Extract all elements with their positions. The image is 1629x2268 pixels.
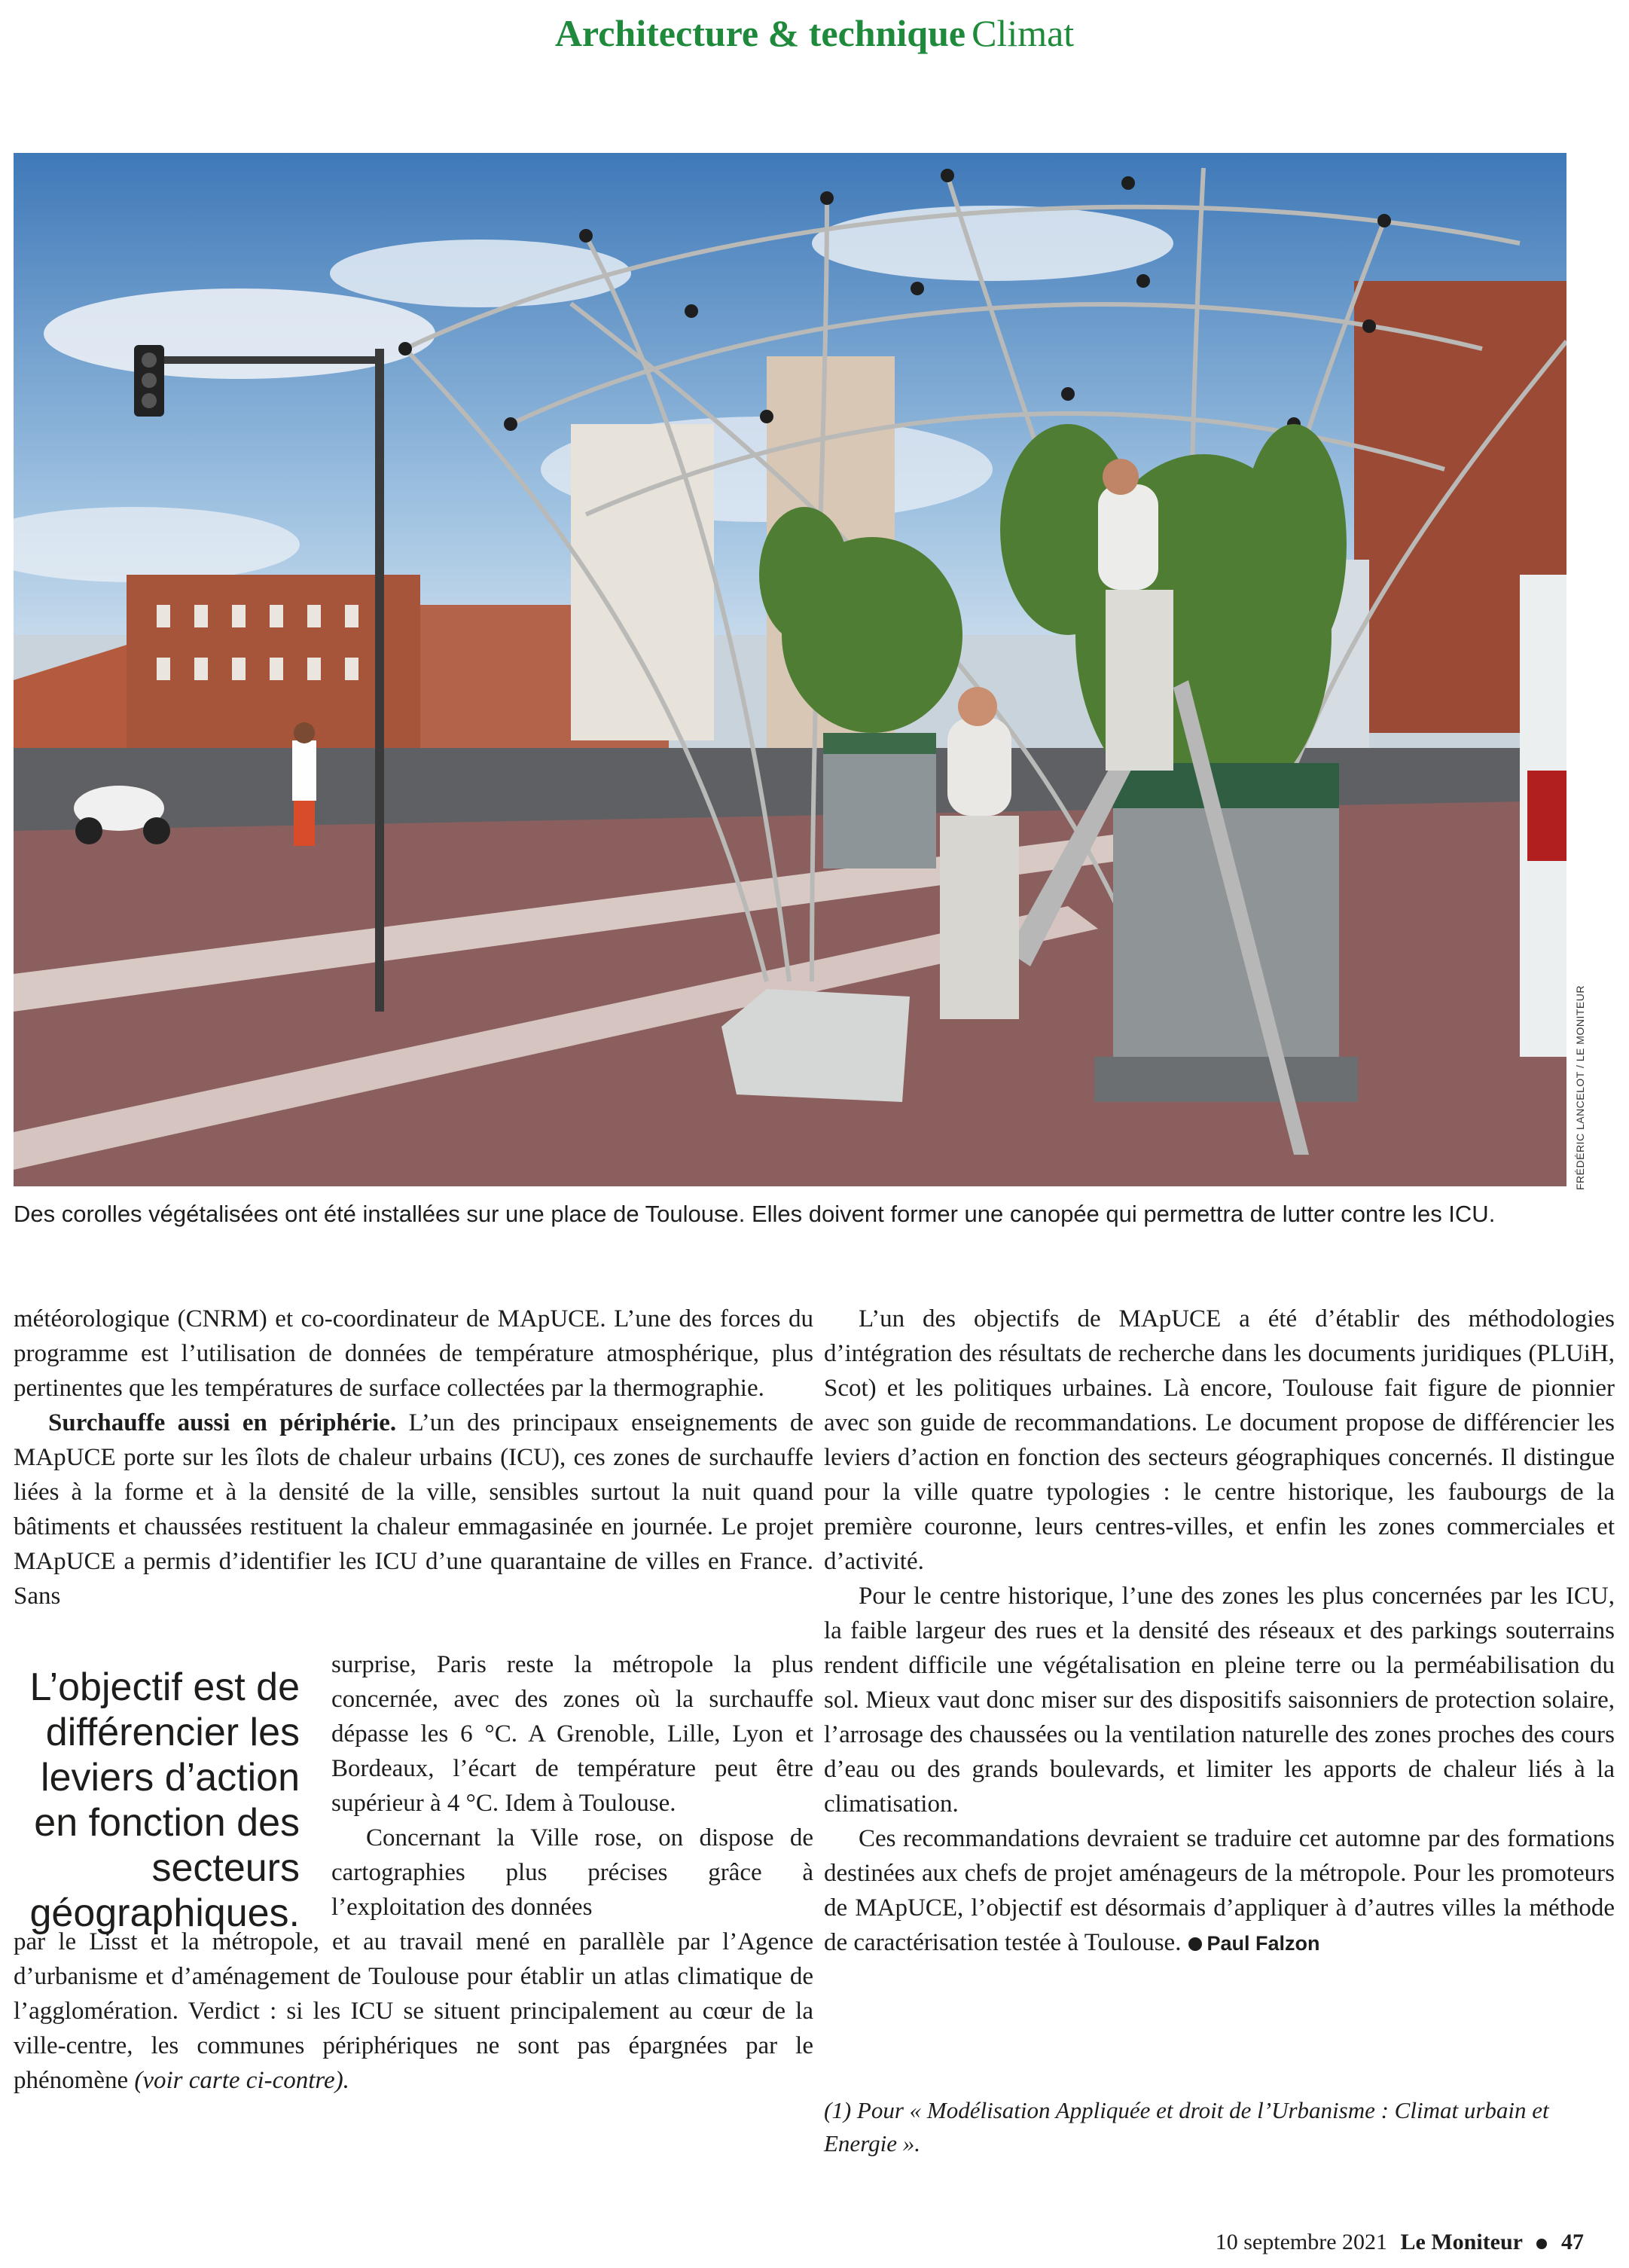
page-footer [1216,2230,1584,2255]
paragraph-continued [14,1925,813,2098]
rubric-title: Architecture & technique [554,12,966,54]
paragraph: Concernant la Ville rose, on dispose de cartographies plus précises grâce à l’exploitation des données [331,1824,813,1921]
paragraph: L’un des objectifs de MApUCE a été d’établir des méthodologies d’intégration des résultats de recherche dans les documents juridiques (PLUiH, Scot) et les politiques urbaines. Là encore, Toulouse fait figure de pionnier avec son guide de recommandations. Le document propose de différencier les leviers d’action en fonction des secteurs géographiques concernés. Il distingue pour la ville quatre typologies : le centre historique, les faubourgs de la première couronne, leurs centres-villes, et enfin les zones commerciales et d’activité. [824,1305,1615,1575]
paragraph-text: L’un des principaux enseignements de MApUCE porte sur les îlots de chaleur urbains (ICU), ces zones de surchauffe liées à la forme et à la densité de la ville, sensibles surtout la nuit quand bâtiments et chaussées restituent la chaleur emmagasinée en journée. Le projet MApUCE a permis d’identifier les ICU d’une quarantaine de villes en France. Sans [14,1409,813,1610]
right-column [824,1302,1615,1961]
map-reference: (voir carte ci-contre). [134,2067,349,2094]
paragraph-text: par le Lisst et la métropole, et au travail mené en parallèle par l’Agence d’urbanisme et d’aménagement de Toulouse pour établir un atlas climatique de l’agglomération. Verdict : si les ICU se situent principalement au cœur de la ville-centre, les communes périphériques ne sont pas épargnées par le phénomène [14,1928,813,2094]
left-column-bottom [14,1925,813,2098]
page-header [0,11,1629,56]
author-signature: Paul Falzon [1206,1932,1320,1955]
issue-date: 10 septembre 2021 [1215,2230,1388,2254]
page-number: 47 [1561,2230,1584,2254]
photo-illustration [14,153,1566,1186]
end-mark-icon [1188,1937,1202,1951]
paragraph: Pour le centre historique, l’une des zones les plus concernées par les ICU, la faible largeur des rues et la densité des réseaux et des parkings souterrains rendent difficile une végétalisation en pleine terre ou la perméabilisation du sol. Mieux vaut donc miser sur des dispositifs saisonniers de protection solaire, l’arrosage des chaussées ou la ventilation naturelle des zones proches des cours d’eau ou des grands boulevards, et limiter les apports de chaleur liés à la climatisation. [824,1583,1615,1818]
paragraph [14,1406,813,1613]
section-lead: Surchauffe aussi en périphérie. [48,1409,397,1436]
paragraph [824,1821,1615,1961]
left-column-wrap [331,1647,813,1925]
separator-dot-icon [1536,2239,1547,2249]
left-column-top [14,1302,813,1613]
footnote: (1) Pour « Modélisation Appliquée et droit de l’Urbanisme : Climat urbain et Energie ». [824,2097,1549,2157]
photo-caption: Des corolles végétalisées ont été installées sur une place de Toulouse. Elles doivent former une canopée qui permettra de lutter contre les ICU. [14,1201,1496,1227]
pull-quote: L’objectif est de différencier les leviers d’action en fonction des secteurs géographiques. [29,1665,300,1935]
magazine-name: Le Moniteur [1400,2230,1523,2254]
photo-credit: FRÉDÉRIC LANCELOT / LE MONITEUR [1574,985,1586,1190]
section-title: Climat [972,12,1075,54]
paragraph-text: Ces recommandations devraient se traduire cet automne par des formations destinées aux chefs de projet aménageurs de la métropole. Pour les promoteurs de MApUCE, l’objectif est désormais d’appliquer à d’autres villes la méthode de caractérisation testée à Toulouse. [824,1825,1615,1956]
paragraph-continued: surprise, Paris reste la métropole la plus concernée, avec des zones où la surchauffe dépasse les 6 °C. A Grenoble, Lille, Lyon et Bordeaux, l’écart de température peut être supérieur à 4 °C. Idem à Toulouse. [331,1651,813,1817]
main-photo [14,153,1566,1186]
paragraph: météorologique (CNRM) et co-coordinateur de MApUCE. L’une des forces du programme est l’utilisation de données de température atmosphérique, plus pertinentes que les températures de surface collectées par la thermographie. [14,1305,813,1402]
